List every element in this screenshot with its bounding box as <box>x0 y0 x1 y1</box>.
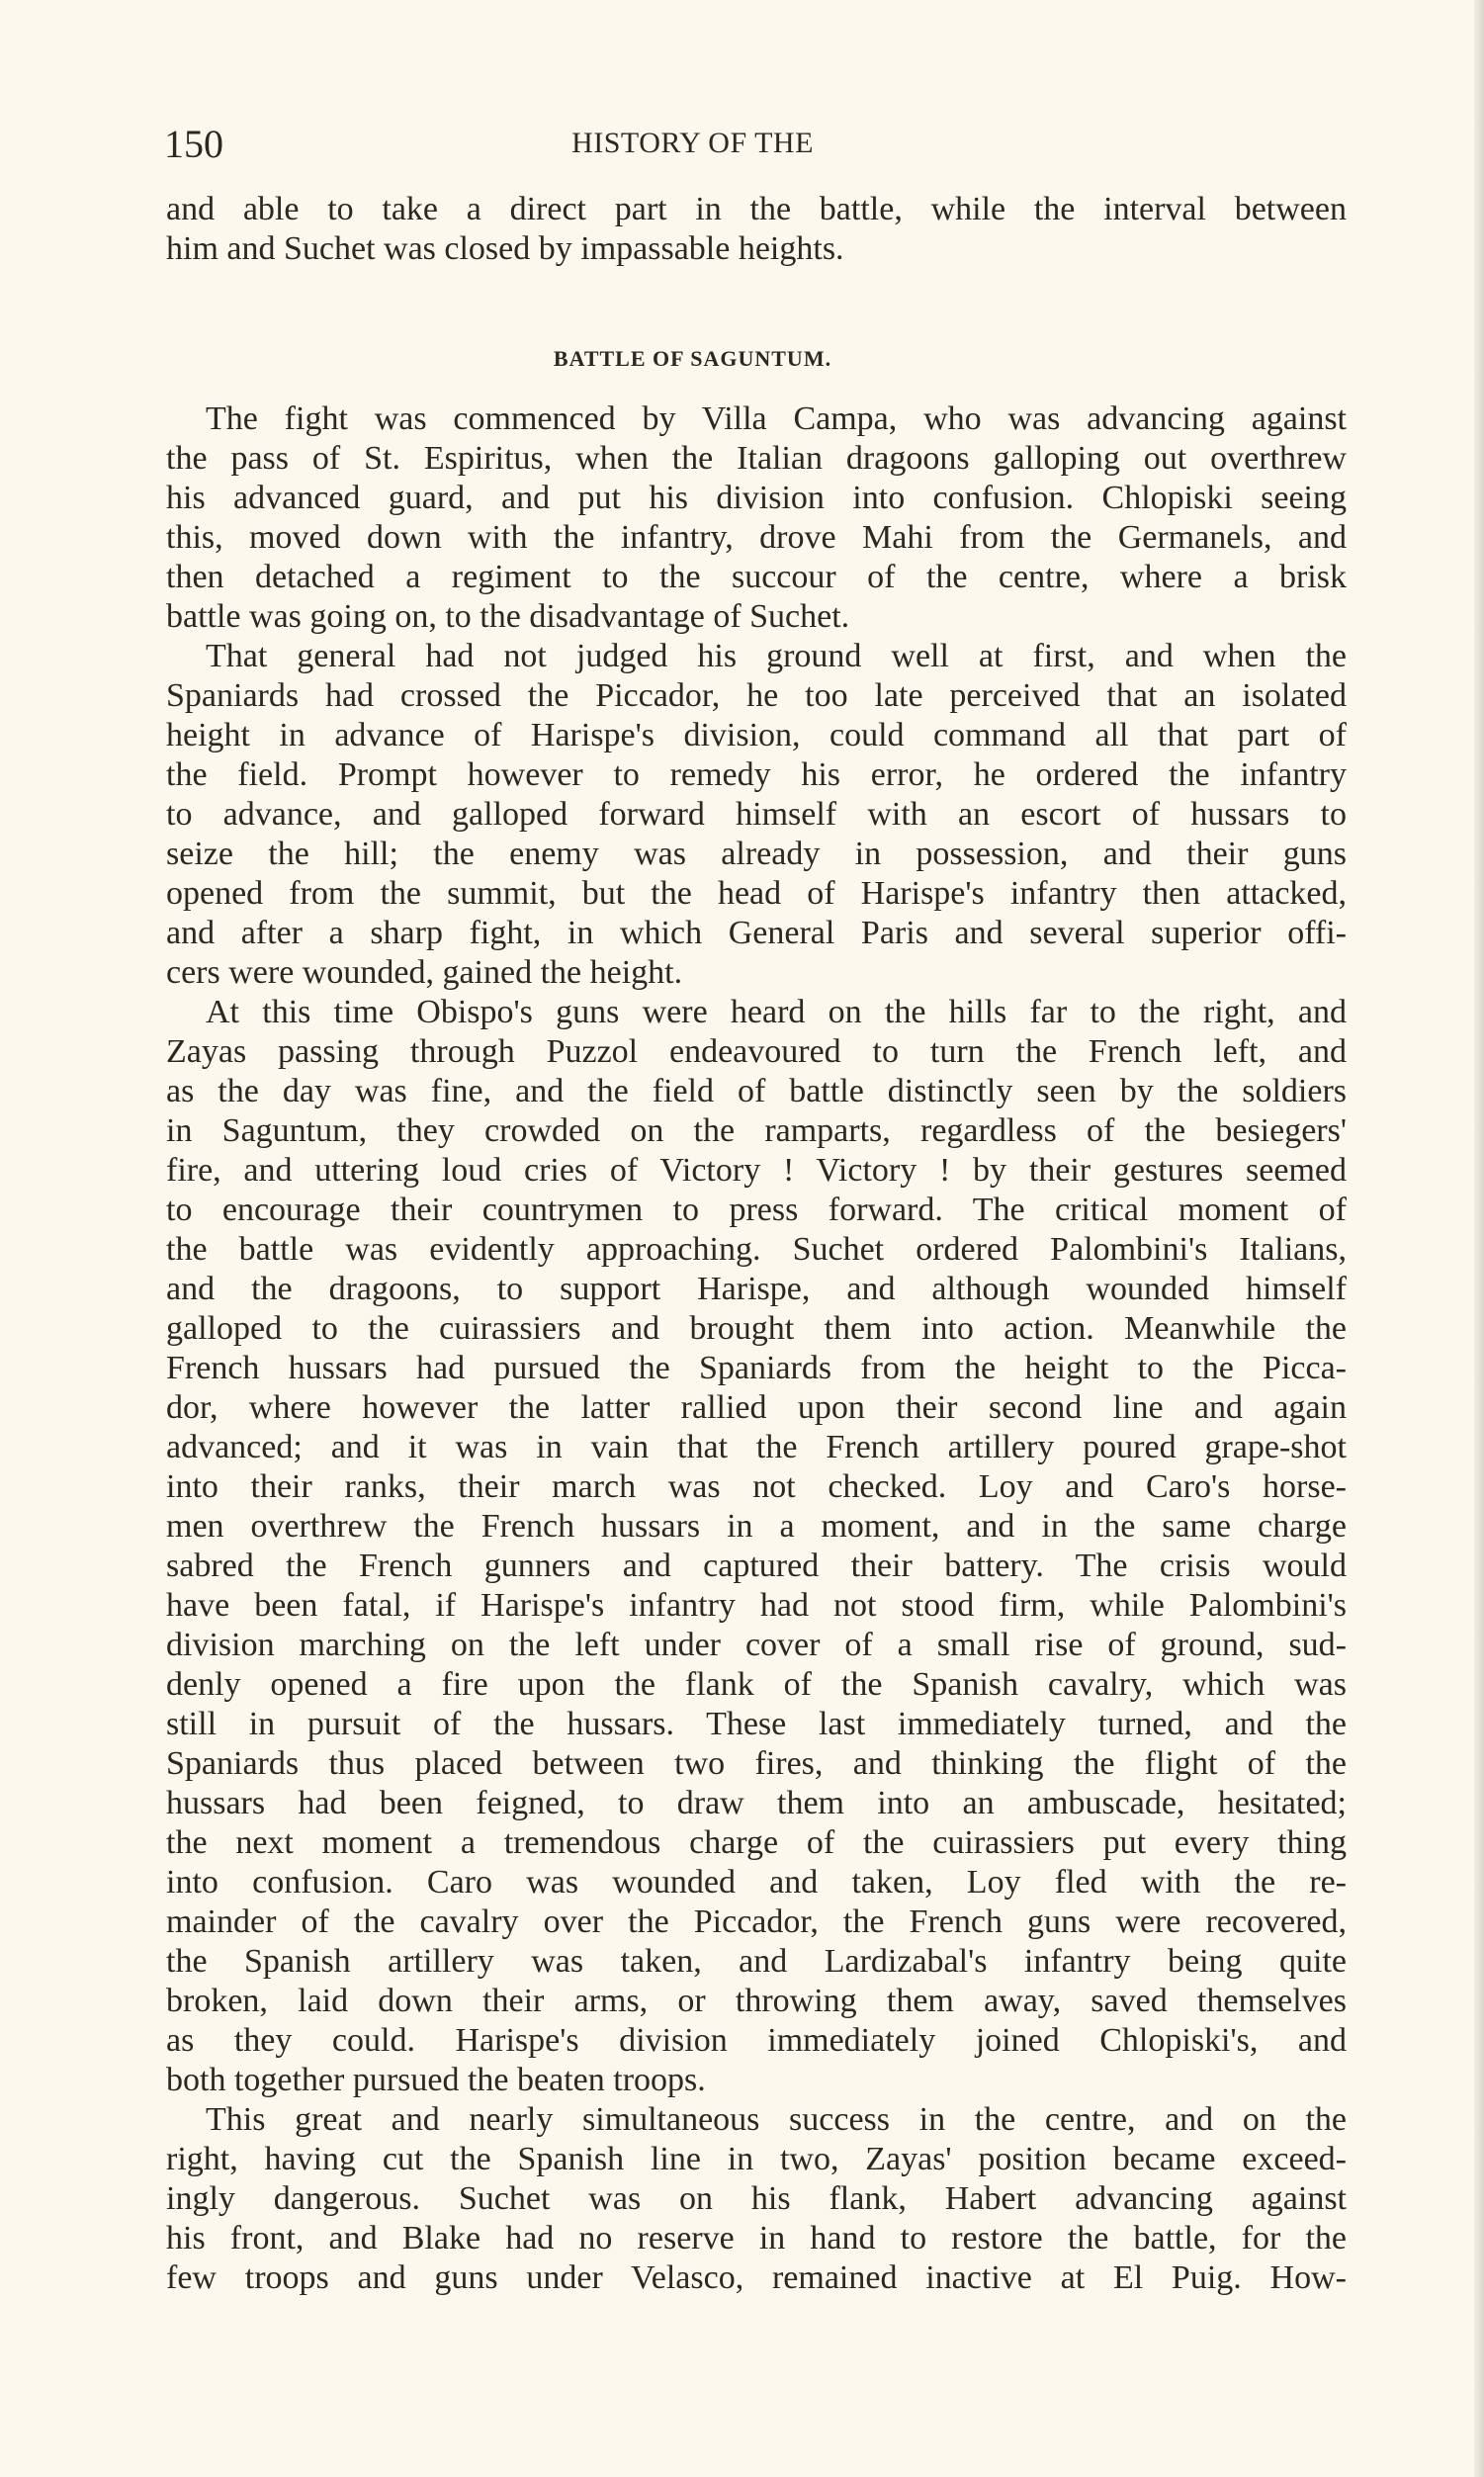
paragraph <box>166 637 1347 993</box>
text-line: into confusion. Caro was wounded and taken, Loy fled with the re- <box>166 1864 1347 1901</box>
text-line: to encourage their countrymen to press forward. The critical moment of <box>166 1192 1347 1228</box>
body-text <box>166 399 1347 2298</box>
paragraph <box>166 993 1347 2100</box>
text-line: The fight was commenced by Villa Campa, who was advancing against <box>206 400 1347 437</box>
text-line: French hussars had pursued the Spaniards from the height to the Picca- <box>166 1350 1347 1386</box>
text-line: him and Suchet was closed by impassable heights. <box>166 230 844 267</box>
text-line: the pass of St. Espiritus, when the Italian dragoons galloping out overthrew <box>166 440 1347 477</box>
text-line: the battle was evidently approaching. Suchet ordered Palombini's Italians, <box>166 1231 1347 1268</box>
text-line: and able to take a direct part in the battle, while the interval between <box>166 191 1347 227</box>
text-line: his front, and Blake had no reserve in hand to restore the battle, for the <box>166 2220 1347 2256</box>
text-line: opened from the summit, but the head of Harispe's infantry then attacked, <box>166 875 1347 912</box>
page-number: 150 <box>164 122 223 166</box>
text-line: few troops and guns under Velasco, remained inactive at El Puig. How- <box>166 2259 1347 2296</box>
text-line: dor, where however the latter rallied upon their second line and again <box>166 1389 1347 1426</box>
text-line: in Saguntum, they crowded on the ramparts, regardless of the besiegers' <box>166 1112 1347 1149</box>
text-line: both together pursued the beaten troops. <box>166 2062 706 2098</box>
text-line: mainder of the cavalry over the Piccador, the French guns were recovered, <box>166 1903 1347 1940</box>
text-line: Spaniards thus placed between two fires, and thinking the flight of the <box>166 1745 1347 1782</box>
text-line: the field. Prompt however to remedy his error, he ordered the infantry <box>166 756 1347 793</box>
text-line: as they could. Harispe's division immediately joined Chlopiski's, and <box>166 2022 1347 2059</box>
running-title: HISTORY OF THE <box>571 127 814 159</box>
paragraph <box>166 399 1347 637</box>
text-line: as the day was fine, and the field of battle distinctly seen by the soldiers <box>166 1073 1347 1109</box>
text-line: Zayas passing through Puzzol endeavoured to turn the French left, and <box>166 1033 1347 1070</box>
page-edge <box>1474 0 1484 2477</box>
paragraph <box>166 2100 1347 2298</box>
text-line: battle was going on, to the disadvantage of Suchet. <box>166 598 850 635</box>
text-line: That general had not judged his ground well at first, and when the <box>206 638 1347 674</box>
text-line: then detached a regiment to the succour of the centre, where a brisk <box>166 559 1347 595</box>
text-line: sabred the French gunners and captured their battery. The crisis would <box>166 1548 1347 1584</box>
text-line: broken, laid down their arms, or throwing them away, saved themselves <box>166 1983 1347 2019</box>
text-line: cers were wounded, gained the height. <box>166 954 683 991</box>
text-line: denly opened a fire upon the flank of the Spanish cavalry, which was <box>166 1666 1347 1703</box>
text-line: division marching on the left under cover of a small rise of ground, sud- <box>166 1627 1347 1663</box>
text-line: ingly dangerous. Suchet was on his flank, Habert advancing against <box>166 2180 1347 2217</box>
text-line: the Spanish artillery was taken, and Lardizabal's infantry being quite <box>166 1943 1347 1980</box>
text-line: fire, and uttering loud cries of Victory ! Victory ! by their gestures seemed <box>166 1152 1347 1189</box>
text-line: At this time Obispo's guns were heard on the hills far to the right, and <box>206 994 1347 1030</box>
text-line: men overthrew the French hussars in a moment, and in the same charge <box>166 1508 1347 1545</box>
text-line: and after a sharp fight, in which General Paris and several superior offi- <box>166 915 1347 951</box>
text-line: and the dragoons, to support Harispe, and although wounded himself <box>166 1271 1347 1307</box>
intro-text <box>166 190 1347 269</box>
text-line: have been fatal, if Harispe's infantry had not stood firm, while Palombini's <box>166 1587 1347 1624</box>
text-line: the next moment a tremendous charge of the cuirassiers put every thing <box>166 1824 1347 1861</box>
text-line: galloped to the cuirassiers and brought them into action. Meanwhile the <box>166 1310 1347 1347</box>
text-line: This great and nearly simultaneous success in the centre, and on the <box>206 2101 1347 2138</box>
text-line: height in advance of Harispe's division, could command all that part of <box>166 717 1347 753</box>
text-line: still in pursuit of the hussars. These last immediately turned, and the <box>166 1706 1347 1742</box>
text-line: into their ranks, their march was not checked. Loy and Caro's horse- <box>166 1468 1347 1505</box>
text-line: to advance, and galloped forward himself with an escort of hussars to <box>166 796 1347 833</box>
text-line: right, having cut the Spanish line in two, Zayas' position became exceed- <box>166 2141 1347 2177</box>
text-line: Spaniards had crossed the Piccador, he too late perceived that an isolated <box>166 677 1347 714</box>
text-line: advanced; and it was in vain that the French artillery poured grape-shot <box>166 1429 1347 1465</box>
text-line: this, moved down with the infantry, drove Mahi from the Germanels, and <box>166 519 1347 556</box>
text-line: hussars had been feigned, to draw them into an ambuscade, hesitated; <box>166 1785 1347 1821</box>
text-line: his advanced guard, and put his division into confusion. Chlopiski seeing <box>166 480 1347 516</box>
text-line: seize the hill; the enemy was already in possession, and their guns <box>166 836 1347 872</box>
section-heading: BATTLE OF SAGUNTUM. <box>553 346 832 371</box>
